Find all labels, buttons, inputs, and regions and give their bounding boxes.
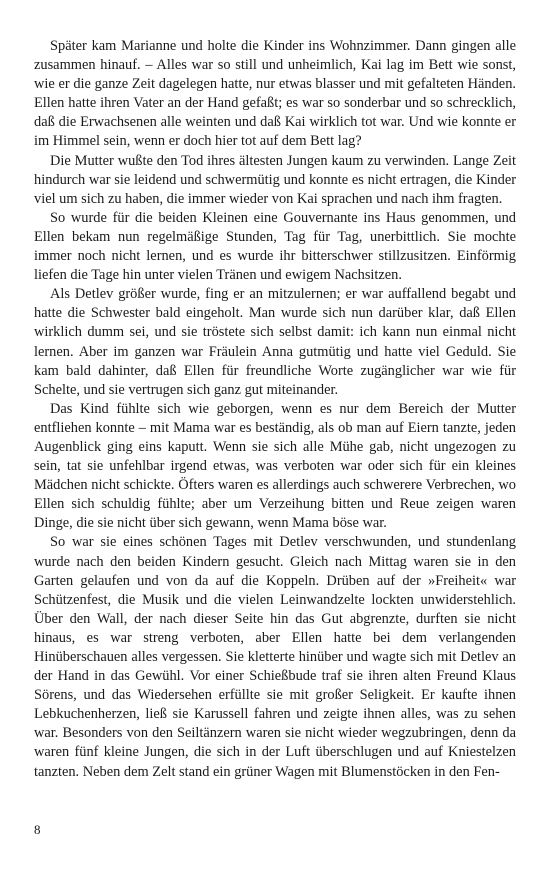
page-number: 8: [34, 822, 41, 837]
paragraph-1: Später kam Marianne und holte die Kinder ins Wohnzimmer. Dann gingen alle zusammen hinauf. – Alles war so still und unheimlich, Kai lag im Bett wie sonst, wie er die ganze Zeit dagelegen hatte, nur etwas blasser und mit gefalteten Händen. Ellen hatte ihren Vater an der Hand gefaßt; es war so sonderbar und so schrecklich, daß die Erwachsenen alle weinten und daß Kai wirklich tot war. Und wie konnte er im Himmel sein, wenn er doch hier tot auf dem Bett lag?: [34, 38, 516, 150]
paragraph-6: So war sie eines schönen Tages mit Detlev verschwunden, und stundenlang wurde nach den beiden Kindern gesucht. Gleich nach Mittag waren sie in den Garten gelaufen und von da auf die Koppeln. Drüben auf der »Freiheit« war Schützenfest, die Musik und die vielen Leinwandzelte lockten unwiderstehlich. Über den Wall, der nach dieser Seite hin das Gut abgrenzte, durften sie nicht hinaus, es war streng verboten, aber Ellen hatte bei dem verlangenden Hinüberschauen alles vergessen. Sie kletterte hinüber und wagte sich mit Detlev an der Hand in das Gewühl. Vor einer Schießbude traf sie ihren alten Freund Klaus Sörens, und das Wiedersehen erfüllte sie mit großer Seligkeit. Er kaufte ihnen Lebkuchenherzen, ließ sie Karussell fahren und zeigte ihnen alles, was zu sehen war. Besonders von den Seiltänzern waren sie nicht wieder wegzubringen, denn da waren fünf kleine Jungen, die sich in der Luft überschlugen und auf Kniestelzen tanzten. Neben dem Zelt stand ein grüner Wagen mit Blumenstöcken in den Fen-: [34, 534, 516, 780]
paragraph-2: Die Mutter wußte den Tod ihres ältesten Jungen kaum zu verwinden. Lange Zeit hindurch war sie leidend und schwermütig und konnte es nicht ertragen, die Kinder viel um sich zu haben, die immer wieder von Kai sprachen und nach ihm fragten.: [34, 152, 516, 207]
body-text: [34, 37, 516, 782]
paragraph-3: So wurde für die beiden Kleinen eine Gouvernante ins Haus genommen, und Ellen bekam nun regelmäßige Stunden, Tag für Tag, unerbittlich. Sie mochte immer noch nicht lernen, und es wurde ihr bitterschwer stillzusitzen. Einförmig liefen die Tage hin unter vielen Tränen und ewigem Nachsitzen.: [34, 209, 516, 284]
paragraph-4: Als Detlev größer wurde, fing er an mitzulernen; er war auffallend begabt und hatte die Schwester bald eingeholt. Man wurde sich nun darüber klar, daß Ellen wirklich dumm sei, und sie tröstete sich selbst damit: ich kann nun einmal nicht lernen. Aber im ganzen war Fräulein Anna gutmütig und hatte viel Geduld. Sie kam bald dahinter, daß Ellen für freundliche Worte zugänglicher war wie für Schelte, und sie vertrugen sich ganz gut miteinander.: [34, 286, 516, 398]
paragraph-5: Das Kind fühlte sich wie geborgen, wenn es nur dem Bereich der Mutter entfliehen konnte – mit Mama war es beständig, als ob man auf Eiern tanzte, jeden Augenblick ging eins kaputt. Wenn sie sich alle Mühe gab, nicht ungezogen zu sein, tat sie unfehlbar irgend etwas, was verboten war oder sich für ein kleines Mädchen nicht schickte. Öfters waren es allerdings auch schwerere Verbrechen, wo Ellen sich schuldig fühlte; aber um Verzeihung bitten und Reue zeigen waren Dinge, die sie nicht über sich gewann, wenn Mama böse war.: [34, 400, 516, 532]
